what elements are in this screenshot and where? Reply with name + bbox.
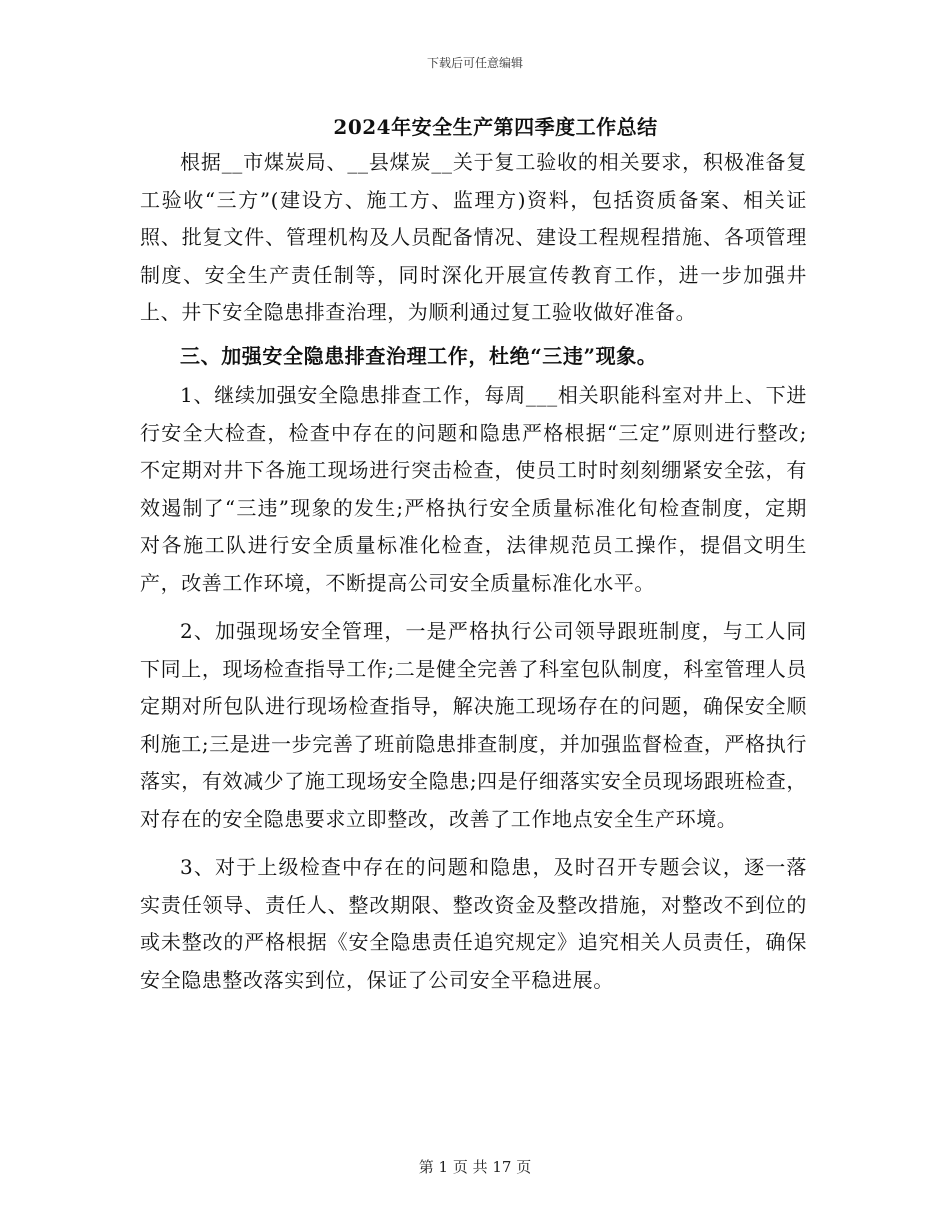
item-paragraph-1: 1、继续加强安全隐患排查工作，每周___相关职能科室对井上、下进行安全大检查，检查中存在的问题和隐患严格根据“三定”原则进行整改;不定期对井下各施工现场进行突击检查，使员工时时刻刻绷紧安全弦，有效遏制了“三违”现象的发生;严格执行安全质量标准化旬检查制度，定期对各施工队进行安全质量标准化检查，法律规范员工操作，提倡文明生产，改善工作环境，不断提高公司安全质量标准化水平。	[140, 383, 807, 595]
header-note: 下载后可任意编辑	[426, 56, 523, 70]
document-body	[140, 112, 807, 999]
section-heading: 三、加强安全隐患排查治理工作，杜绝“三违”现象。	[180, 343, 658, 368]
page-number: 第 1 页 共 17 页	[418, 1158, 532, 1176]
item-paragraph-3: 3、对于上级检查中存在的问题和隐患，及时召开专题会议，逐一落实责任领导、责任人、整改期限、整改资金及整改措施，对整改不到位的或未整改的严格根据《安全隐患责任追究规定》追究相关人员责任，确保安全隐患整改落实到位，保证了公司安全平稳进展。	[140, 855, 807, 992]
intro-paragraph: 根据__市煤炭局、__县煤炭__关于复工验收的相关要求，积极准备复工验收“三方”(建设方、施工方、监理方)资料，包括资质备案、相关证照、批复文件、管理机构及人员配备情况、建设工程规程措施、各项管理制度、安全生产责任制等，同时深化开展宣传教育工作，进一步加强井上、井下安全隐患排查治理，为顺利通过复工验收做好准备。	[140, 150, 807, 324]
item-paragraph-2: 2、加强现场安全管理，一是严格执行公司领导跟班制度，与工人同下同上，现场检查指导工作;二是健全完善了科室包队制度，科室管理人员定期对所包队进行现场检查指导，解决施工现场存在的问题，确保安全顺利施工;三是进一步完善了班前隐患排查制度，并加强监督检查，严格执行落实，有效减少了施工现场安全隐患;四是仔细落实安全员现场跟班检查，对存在的安全隐患要求立即整改，改善了工作地点安全生产环境。	[140, 619, 807, 831]
document-title: 2024年安全生产第四季度工作总结	[333, 115, 658, 139]
